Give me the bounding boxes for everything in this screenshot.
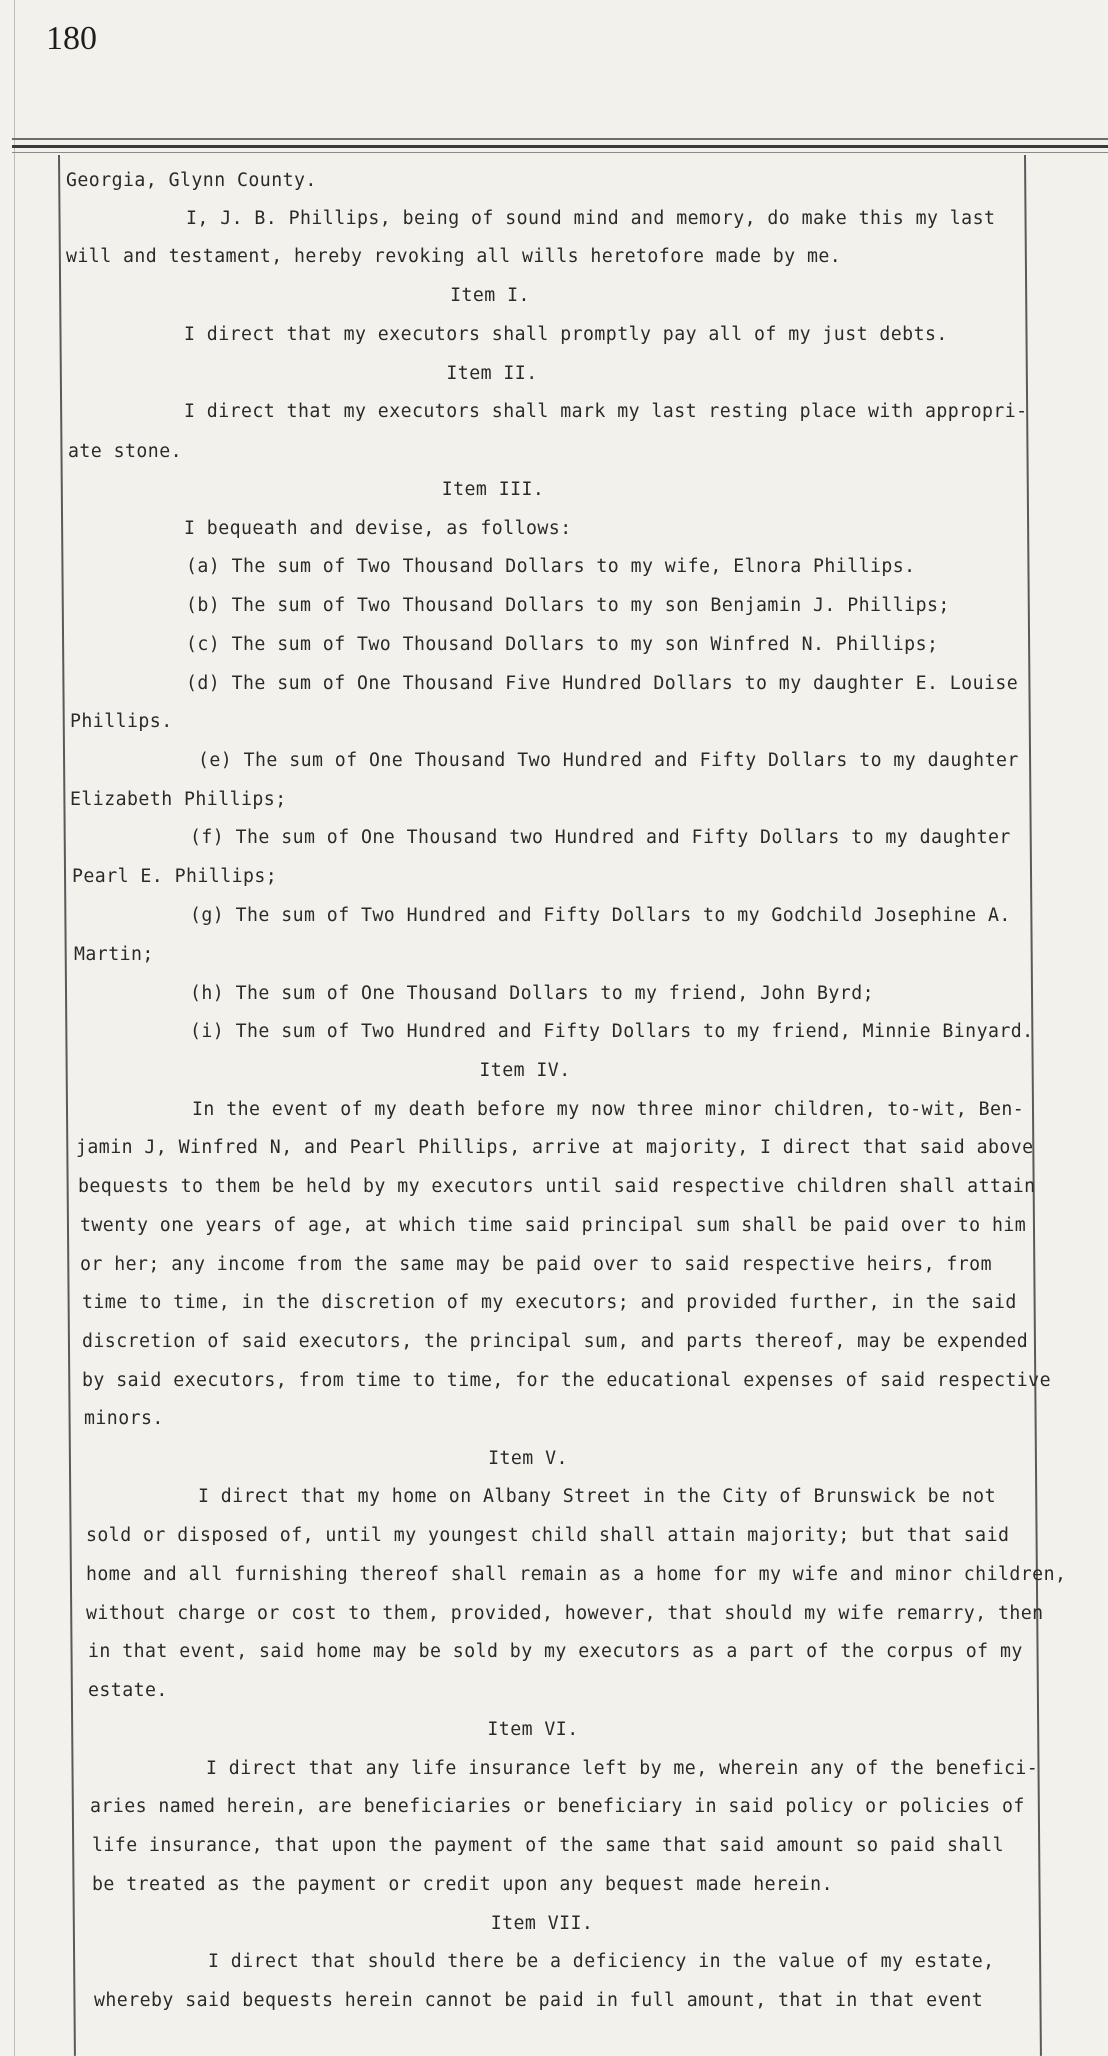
text-line: be treated as the payment or credit upon any bequest made herein. bbox=[92, 1874, 833, 1895]
text-line: (a) The sum of Two Thousand Dollars to my wife, Elnora Phillips. bbox=[186, 556, 916, 577]
text-line: (f) The sum of One Thousand two Hundred and Fifty Dollars to my daughter bbox=[190, 827, 1011, 848]
text-line: Pearl E. Phillips; bbox=[72, 866, 278, 887]
text-line: by said executors, from time to time, for the educational expenses of said respective bbox=[82, 1370, 1051, 1391]
text-line: I direct that any life insurance left by me, wherein any of the benefici- bbox=[206, 1758, 1039, 1779]
item-heading: Item III. bbox=[441, 479, 545, 500]
text-line: time to time, in the discretion of my executors; and provided further, in the said bbox=[82, 1292, 1017, 1313]
text-line: ate stone. bbox=[68, 441, 182, 462]
item-heading: Item IV. bbox=[479, 1060, 571, 1081]
text-line: will and testament, hereby revoking all wills heretofore made by me. bbox=[66, 246, 842, 267]
text-line: (d) The sum of One Thousand Five Hundred Dollars to my daughter E. Louise bbox=[186, 673, 1019, 694]
item-heading: Item VII. bbox=[490, 1913, 594, 1934]
page-number: 180 bbox=[46, 20, 97, 57]
text-line: I, J. B. Phillips, being of sound mind and memory, do make this my last bbox=[186, 208, 996, 229]
header-rule bbox=[12, 152, 1108, 153]
text-line: Elizabeth Phillips; bbox=[70, 789, 287, 810]
text-line: (e) The sum of One Thousand Two Hundred and Fifty Dollars to my daughter bbox=[198, 750, 1019, 771]
text-line: estate. bbox=[88, 1680, 168, 1701]
item-heading: Item VI. bbox=[487, 1719, 579, 1740]
item-heading: Item V. bbox=[488, 1448, 568, 1469]
text-line: life insurance, that upon the payment of the same that said amount so paid shall bbox=[92, 1835, 1004, 1856]
text-line: (g) The sum of Two Hundred and Fifty Dollars to my Godchild Josephine A. bbox=[190, 905, 1011, 926]
text-line: I direct that my executors shall mark my last resting place with appropri- bbox=[184, 401, 1028, 422]
text-line: bequests to them be held by my executors until said respective children shall attain bbox=[78, 1176, 1036, 1197]
text-line: minors. bbox=[84, 1408, 164, 1429]
text-line: Martin; bbox=[74, 944, 154, 965]
binding-edge bbox=[14, 0, 15, 2056]
text-line: (b) The sum of Two Thousand Dollars to my son Benjamin J. Phillips; bbox=[186, 595, 950, 616]
text-line: (h) The sum of One Thousand Dollars to my friend, John Byrd; bbox=[190, 983, 874, 1004]
text-line: Phillips. bbox=[70, 711, 173, 732]
item-heading: Item II. bbox=[446, 363, 538, 384]
header-rule bbox=[12, 145, 1108, 148]
item-heading: Item I. bbox=[450, 285, 530, 306]
text-line: I direct that my home on Albany Street in the City of Brunswick be not bbox=[198, 1486, 996, 1507]
text-line: whereby said bequests herein cannot be paid in full amount, that in that event bbox=[94, 1990, 984, 2011]
text-line: sold or disposed of, until my youngest child shall attain majority; but that said bbox=[86, 1525, 1010, 1546]
text-line: in that event, said home may be sold by my executors as a part of the corpus of my bbox=[88, 1641, 1023, 1662]
text-line: (c) The sum of Two Thousand Dollars to my son Winfred N. Phillips; bbox=[186, 634, 939, 655]
text-line: or her; any income from the same may be paid over to said respective heirs, from bbox=[80, 1254, 992, 1275]
text-line: without charge or cost to them, provided, however, that should my wife remarry, then bbox=[86, 1603, 1044, 1624]
text-line: I bequeath and devise, as follows: bbox=[184, 518, 572, 539]
text-line: home and all furnishing thereof shall remain as a home for my wife and minor children, bbox=[86, 1564, 1067, 1585]
text-line: I direct that should there be a deficiency in the value of my estate, bbox=[208, 1951, 995, 1972]
header-rule bbox=[12, 138, 1108, 140]
text-line: I direct that my executors shall promptly pay all of my just debts. bbox=[184, 324, 948, 345]
text-line: In the event of my death before my now three minor children, to-wit, Ben- bbox=[192, 1099, 1025, 1120]
text-line: aries named herein, are beneficiaries or beneficiary in said policy or policies of bbox=[90, 1796, 1025, 1817]
text-line: discretion of said executors, the principal sum, and parts thereof, may be expended bbox=[82, 1331, 1029, 1352]
text-line: (i) The sum of Two Hundred and Fifty Dollars to my friend, Minnie Binyard. bbox=[190, 1021, 1034, 1042]
text-line: jamin J, Winfred N, and Pearl Phillips, arrive at majority, I direct that said above bbox=[76, 1137, 1034, 1158]
text-line: Georgia, Glynn County. bbox=[66, 170, 317, 191]
text-line: twenty one years of age, at which time said principal sum shall be paid over to him bbox=[80, 1215, 1027, 1236]
